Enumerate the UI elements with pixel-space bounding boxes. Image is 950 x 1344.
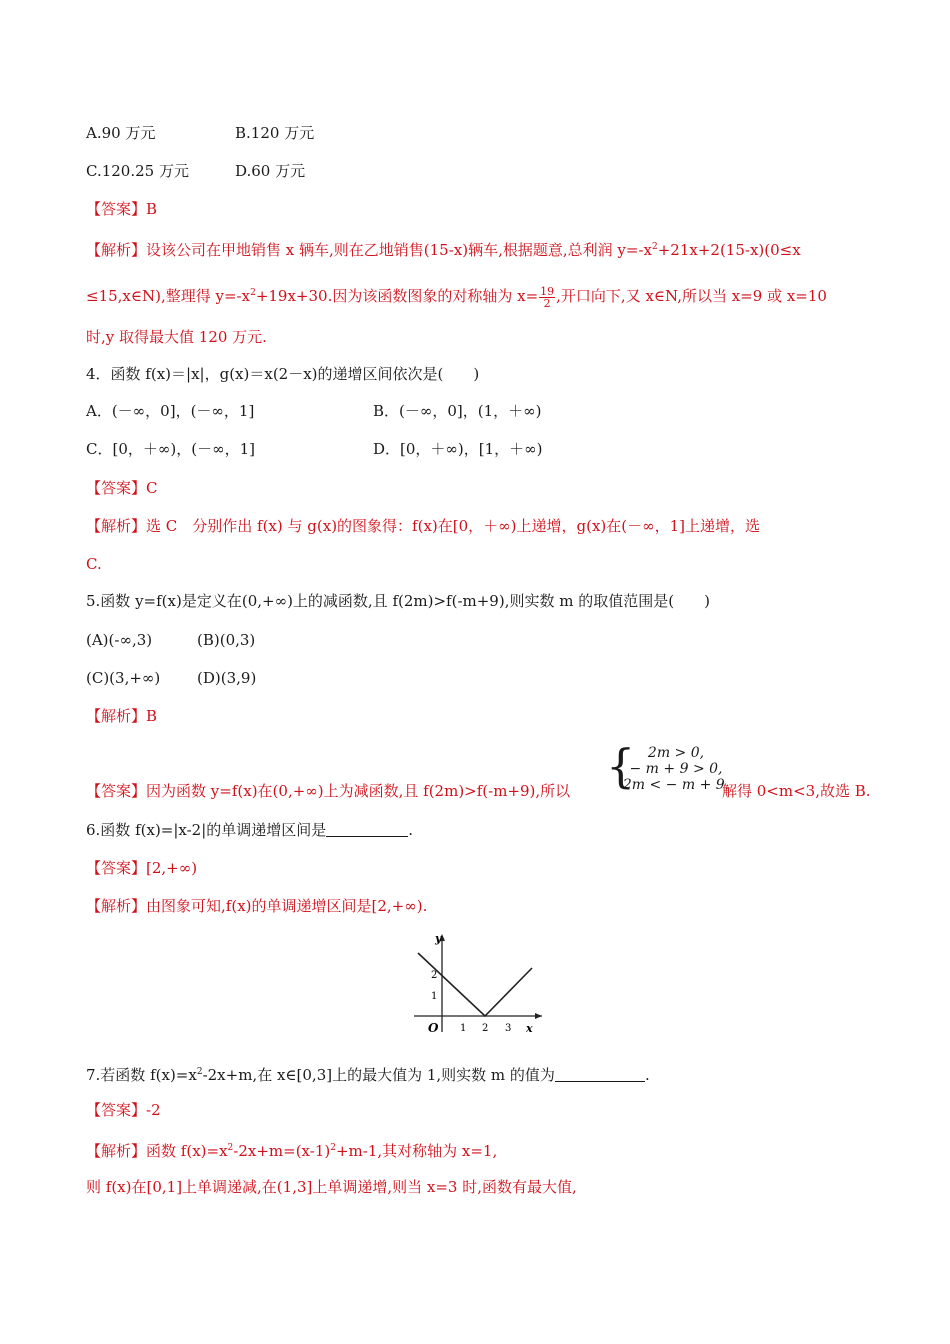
answer-value: B (146, 200, 158, 218)
q4-option-c: C．[0，＋∞)，(－∞，1] (86, 440, 255, 458)
q6-stem (86, 819, 413, 841)
q4-option-a: A．(－∞，0]，(－∞，1] (86, 402, 255, 420)
q4-analysis-line-1 (86, 515, 760, 537)
text: ,开口向下,又 x∈N,所以当 x=9 或 x=10 (556, 287, 827, 305)
q3-answer (86, 198, 157, 220)
system-row-3: 2m < − m + 9. (622, 777, 730, 793)
superscript: 2 (250, 288, 256, 298)
x-tick-2: 2 (482, 1023, 489, 1034)
text: -2x+m=(x-1) (233, 1142, 331, 1160)
q7-analysis-line-2: 则 f(x)在[0,1]上单调递减,在(1,3]上单调递增,则当 x=3 时,函数有最大值, (86, 1178, 577, 1196)
superscript: 2 (330, 1143, 336, 1153)
text: 选 C 分别作出 f(x) 与 g(x)的图象得：f(x)在[0，＋∞)上递增，g(x)在(－∞，1]上递增，选 (146, 517, 761, 535)
q3-option-d: D.60 万元 (235, 162, 306, 180)
text: 6.函数 f(x)=|x-2|的单调递增区间是 (86, 821, 327, 839)
q4-option-b: B．(－∞，0]，(1，＋∞) (373, 402, 542, 420)
answer-value: -2 (146, 1101, 161, 1119)
text: +m-1,其对称轴为 x=1, (335, 1142, 498, 1160)
q4-option-d: D．[0，＋∞)，[1，＋∞) (373, 440, 543, 458)
q5-option-a: (A)(-∞,3) (86, 631, 153, 649)
fraction (539, 286, 555, 309)
analysis-tag: 【解析】 (86, 517, 147, 535)
text: 设该公司在甲地销售 x 辆车,则在乙地销售(15-x)辆车,根据题意,总利润 y=-x (146, 241, 652, 259)
text: . (644, 1066, 650, 1084)
text: 由图象可知,f(x)的单调递增区间是[2,+∞). (146, 897, 428, 915)
analysis-tag: 【解析】 (86, 707, 147, 725)
answer-tag: 【答案】 (86, 859, 147, 877)
text: 因为函数 y=f(x)在(0,+∞)上为减函数,且 f(2m)>f(-m+9),所以 (146, 782, 571, 800)
text: 函数 f(x)=x (146, 1142, 228, 1160)
q5-answer-left (86, 780, 570, 802)
fraction-denominator: 2 (543, 297, 551, 310)
origin-label: O (428, 1021, 439, 1035)
x-axis-label: x (526, 1022, 533, 1035)
graph-line (418, 953, 532, 1016)
text: +19x+30.因为该函数图象的对称轴为 x= (255, 287, 539, 305)
analysis-value: B (146, 707, 158, 725)
q3-option-a: A.90 万元 (86, 124, 156, 142)
q3-analysis-line-3: 时,y 取得最大值 120 万元. (86, 328, 267, 346)
y-tick-1: 1 (431, 991, 438, 1002)
q7-stem (86, 1061, 650, 1086)
q7-answer (86, 1099, 161, 1121)
answer-blank (326, 820, 408, 837)
text: -2x+m,在 x∈[0,3]上的最大值为 1,则实数 m 的值为 (202, 1066, 555, 1084)
x-tick-3: 3 (505, 1023, 512, 1034)
q6-analysis (86, 895, 427, 917)
q5-answer-right: 解得 0<m<3,故选 B. (722, 782, 871, 800)
answer-value: C (146, 479, 158, 497)
q4-stem: 4．函数 f(x)＝|x|，g(x)＝x(2－x)的递增区间依次是( ) (86, 365, 480, 383)
answer-tag: 【答案】 (86, 1101, 147, 1119)
q3-analysis-line-2 (86, 282, 827, 309)
analysis-tag: 【解析】 (86, 897, 147, 915)
text: +21x+2(15-x)(0≤x (657, 241, 801, 259)
q3-option-b: B.120 万元 (235, 124, 315, 142)
q4-answer (86, 477, 158, 499)
left-brace: { (606, 739, 636, 793)
analysis-tag: 【解析】 (86, 1142, 147, 1160)
answer-value: [2,+∞) (146, 859, 198, 877)
q5-option-c: (C)(3,+∞) (86, 669, 161, 687)
answer-blank (555, 1065, 645, 1082)
superscript: 2 (227, 1143, 234, 1153)
answer-tag: 【答案】 (86, 200, 147, 218)
q4-analysis-line-2: C. (86, 555, 102, 573)
system-row-1: 2m > 0, (647, 745, 705, 761)
q5-option-b: (B)(0,3) (197, 631, 256, 649)
text: 7.若函数 f(x)=x (86, 1066, 197, 1084)
q5-analysis (86, 705, 157, 727)
y-axis-label: y (435, 932, 442, 945)
analysis-tag: 【解析】 (86, 241, 147, 259)
superscript: 2 (651, 242, 658, 252)
q6-answer (86, 857, 197, 879)
y-tick-2: 2 (431, 970, 438, 981)
abs-function-graph (400, 928, 550, 1038)
q7-analysis-line-1 (86, 1137, 497, 1162)
x-tick-1: 1 (460, 1023, 467, 1034)
system-row-2: − m + 9 > 0, (629, 761, 723, 777)
answer-tag: 【答案】 (86, 479, 147, 497)
q3-option-c: C.120.25 万元 (86, 162, 189, 180)
superscript: 2 (196, 1067, 203, 1077)
text: . (408, 821, 414, 839)
fraction-numerator: 19 (540, 285, 555, 298)
text: ≤15,x∈N),整理得 y=-x (86, 287, 251, 305)
answer-tag: 【答案】 (86, 782, 147, 800)
q3-analysis-line-1 (86, 236, 801, 261)
q5-stem: 5.函数 y=f(x)是定义在(0,+∞)上的减函数,且 f(2m)>f(-m+9),则实数 m 的取值范围是( ) (86, 592, 710, 610)
q5-option-d: (D)(3,9) (197, 669, 257, 687)
x-axis-arrow (535, 1013, 542, 1019)
